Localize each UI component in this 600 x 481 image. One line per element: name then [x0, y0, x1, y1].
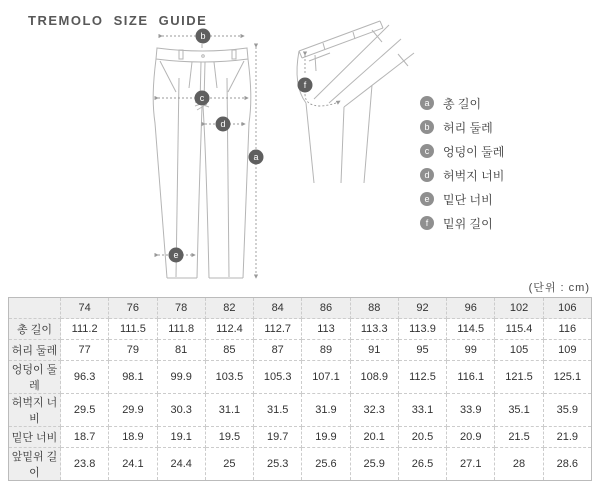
- table-cell: 18.9: [109, 427, 157, 448]
- pants-side-diagram: [283, 13, 423, 285]
- table-cell: 116.1: [447, 361, 495, 394]
- table-cell: 96.3: [61, 361, 109, 394]
- table-cell: 113.9: [398, 319, 446, 340]
- table-cell: 103.5: [205, 361, 253, 394]
- table-cell: 25.3: [254, 448, 302, 481]
- table-cell: 18.7: [61, 427, 109, 448]
- legend-marker-c-icon: c: [420, 144, 434, 158]
- svg-text:a: a: [253, 152, 259, 162]
- pants-side-outline: [297, 21, 414, 183]
- table-cell: 32.3: [350, 394, 398, 427]
- marker-f-icon: [298, 78, 313, 93]
- table-cell: 25.6: [302, 448, 350, 481]
- legend-item-c: [420, 139, 504, 163]
- table-cell: 113.3: [350, 319, 398, 340]
- size-table: [8, 297, 592, 481]
- svg-text:b: b: [200, 31, 206, 41]
- size-column-header: 76: [109, 298, 157, 319]
- table-cell: 33.9: [447, 394, 495, 427]
- table-cell: 19.1: [157, 427, 205, 448]
- marker-b-icon: [196, 29, 211, 44]
- table-cell: 24.4: [157, 448, 205, 481]
- table-cell: 35.1: [495, 394, 543, 427]
- svg-text:c: c: [199, 93, 205, 103]
- table-cell: 111.2: [61, 319, 109, 340]
- table-cell: 112.4: [205, 319, 253, 340]
- table-cell: 108.9: [350, 361, 398, 394]
- legend-label: 밑위 길이: [443, 216, 493, 231]
- table-cell: 115.4: [495, 319, 543, 340]
- measure-arrow-f-curve: [305, 94, 340, 106]
- size-column-header: 106: [543, 298, 591, 319]
- marker-e-icon: [169, 248, 184, 263]
- table-cell: 19.9: [302, 427, 350, 448]
- table-row: [9, 448, 592, 481]
- table-cell: 28.6: [543, 448, 591, 481]
- table-cell: 112.7: [254, 319, 302, 340]
- size-table-corner-cell: [9, 298, 61, 319]
- size-column-header: 96: [447, 298, 495, 319]
- legend-item-d: [420, 163, 504, 187]
- table-cell: 77: [61, 340, 109, 361]
- table-cell: 125.1: [543, 361, 591, 394]
- size-column-header: 102: [495, 298, 543, 319]
- row-label: 엉덩이 둘레: [9, 361, 61, 394]
- table-cell: 29.9: [109, 394, 157, 427]
- table-cell: 29.5: [61, 394, 109, 427]
- table-cell: 99: [447, 340, 495, 361]
- legend-item-a: [420, 91, 504, 115]
- size-column-header: 74: [61, 298, 109, 319]
- table-cell: 112.5: [398, 361, 446, 394]
- table-cell: 105: [495, 340, 543, 361]
- table-cell: 20.9: [447, 427, 495, 448]
- legend-marker-d-icon: d: [420, 168, 434, 182]
- size-table-body: [9, 319, 592, 481]
- table-cell: 113: [302, 319, 350, 340]
- legend-label: 허벅지 너비: [443, 168, 505, 183]
- legend-marker-f-icon: f: [420, 216, 434, 230]
- table-cell: 85: [205, 340, 253, 361]
- table-cell: 25.9: [350, 448, 398, 481]
- legend-item-b: [420, 115, 504, 139]
- table-cell: 31.9: [302, 394, 350, 427]
- svg-text:f: f: [303, 80, 307, 90]
- legend-label: 밑단 너비: [443, 192, 493, 207]
- legend-label: 총 길이: [443, 96, 482, 111]
- legend-marker-a-icon: a: [420, 96, 434, 110]
- table-cell: 121.5: [495, 361, 543, 394]
- table-cell: 111.5: [109, 319, 157, 340]
- table-cell: 28: [495, 448, 543, 481]
- table-cell: 21.5: [495, 427, 543, 448]
- table-row: [9, 319, 592, 340]
- table-cell: 19.7: [254, 427, 302, 448]
- row-label: 밑단 너비: [9, 427, 61, 448]
- table-cell: 21.9: [543, 427, 591, 448]
- size-table-header-row: [9, 298, 592, 319]
- table-cell: 31.5: [254, 394, 302, 427]
- table-cell: 95: [398, 340, 446, 361]
- table-cell: 33.1: [398, 394, 446, 427]
- svg-text:e: e: [173, 250, 179, 260]
- table-cell: 116: [543, 319, 591, 340]
- row-label: 허벅지 너비: [9, 394, 61, 427]
- marker-c-icon: [195, 91, 210, 106]
- table-cell: 91: [350, 340, 398, 361]
- table-cell: 98.1: [109, 361, 157, 394]
- table-row: [9, 340, 592, 361]
- size-column-header: 92: [398, 298, 446, 319]
- svg-text:d: d: [220, 119, 226, 129]
- table-cell: 19.5: [205, 427, 253, 448]
- legend: [420, 91, 504, 235]
- table-cell: 30.3: [157, 394, 205, 427]
- marker-d-icon: [216, 117, 231, 132]
- table-cell: 89: [302, 340, 350, 361]
- table-cell: 27.1: [447, 448, 495, 481]
- marker-a-icon: [249, 150, 264, 165]
- size-column-header: 78: [157, 298, 205, 319]
- table-cell: 23.8: [61, 448, 109, 481]
- table-cell: 105.3: [254, 361, 302, 394]
- table-cell: 26.5: [398, 448, 446, 481]
- table-cell: 114.5: [447, 319, 495, 340]
- table-cell: 25: [205, 448, 253, 481]
- page-title: TREMOLO SIZE GUIDE: [28, 13, 208, 28]
- legend-label: 허리 둘레: [443, 120, 493, 135]
- table-cell: 81: [157, 340, 205, 361]
- table-cell: 20.5: [398, 427, 446, 448]
- row-label: 앞밑위 길이: [9, 448, 61, 481]
- table-cell: 31.1: [205, 394, 253, 427]
- legend-item-e: [420, 187, 504, 211]
- row-label: 허리 둘레: [9, 340, 61, 361]
- legend-marker-e-icon: e: [420, 192, 434, 206]
- legend-marker-b-icon: b: [420, 120, 434, 134]
- row-label: 총 길이: [9, 319, 61, 340]
- size-column-header: 82: [205, 298, 253, 319]
- table-cell: 24.1: [109, 448, 157, 481]
- pants-front-outline: [153, 44, 251, 278]
- legend-label: 엉덩이 둘레: [443, 144, 505, 159]
- table-row: [9, 394, 592, 427]
- size-column-header: 84: [254, 298, 302, 319]
- size-column-header: 88: [350, 298, 398, 319]
- table-cell: 20.1: [350, 427, 398, 448]
- table-cell: 107.1: [302, 361, 350, 394]
- table-cell: 109: [543, 340, 591, 361]
- table-cell: 79: [109, 340, 157, 361]
- legend-item-f: [420, 211, 504, 235]
- table-cell: 35.9: [543, 394, 591, 427]
- table-cell: 87: [254, 340, 302, 361]
- unit-note: (단위 : cm): [528, 282, 590, 294]
- pants-front-diagram: [148, 28, 264, 284]
- table-cell: 99.9: [157, 361, 205, 394]
- table-cell: 111.8: [157, 319, 205, 340]
- table-row: [9, 361, 592, 394]
- table-row: [9, 427, 592, 448]
- size-column-header: 86: [302, 298, 350, 319]
